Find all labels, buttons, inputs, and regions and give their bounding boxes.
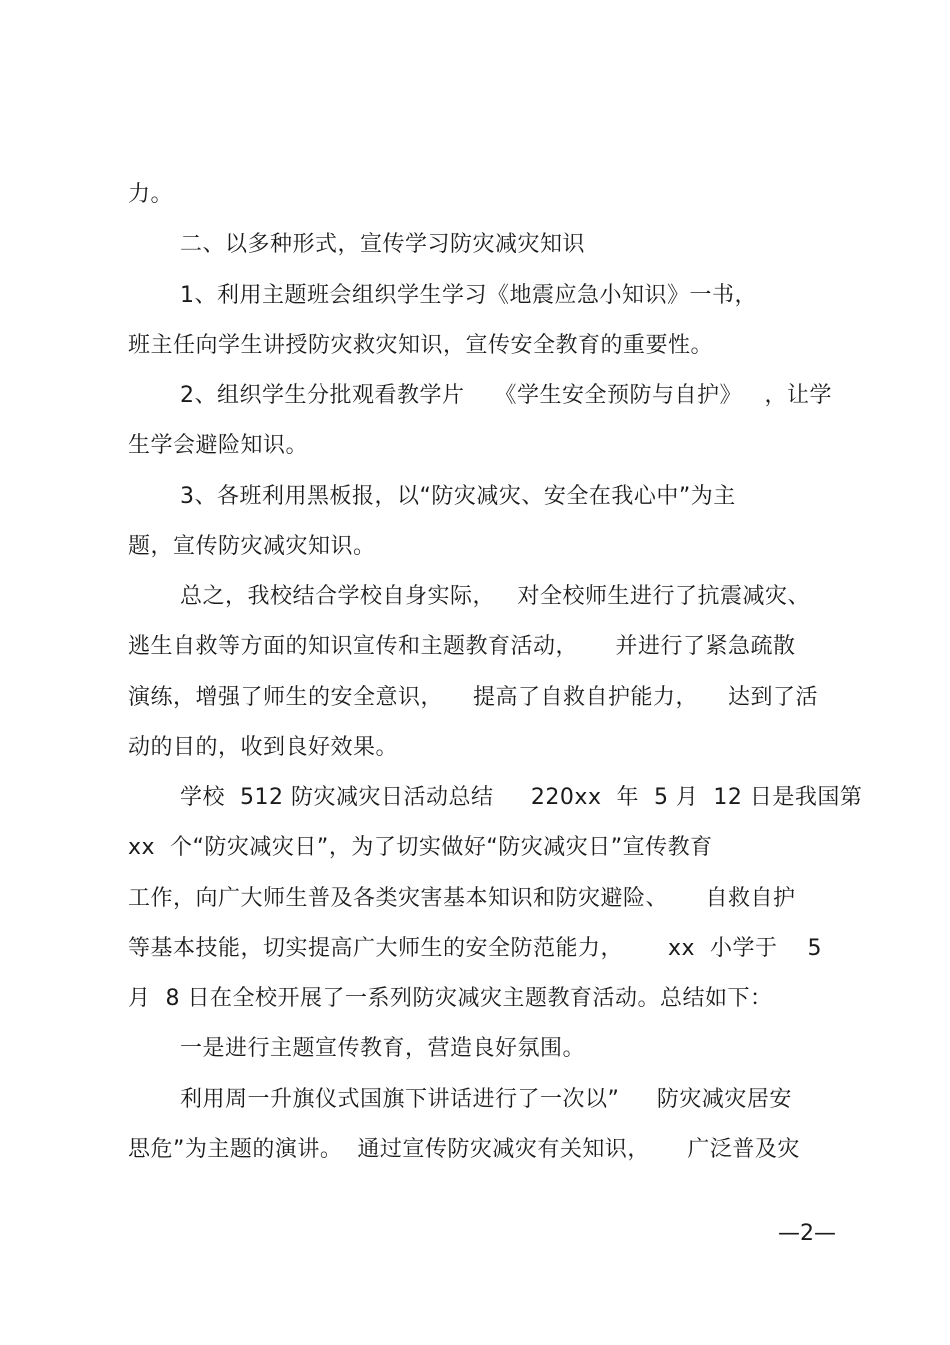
text-line: 力。 bbox=[128, 182, 174, 207]
text-line: 月 8 日在全校开展了一系列防灾减灾主题教育活动。总结如下： bbox=[128, 986, 773, 1011]
text-line: 思危”为主题的演讲。 通过宣传防灾减灾有关知识， 广泛普及灾 bbox=[128, 1137, 800, 1162]
text-line: xx 个“防灾减灾日”，为了切实做好“防灾减灾日”宣传教育 bbox=[128, 835, 713, 860]
text-line: 逃生自救等方面的知识宣传和主题教育活动， 并进行了紧急疏散 bbox=[128, 634, 796, 659]
text-line: 等基本技能，切实提高广大师生的安全防范能力， xx 小学于 5 bbox=[128, 936, 822, 961]
text-line: 生学会避险知识。 bbox=[128, 433, 309, 458]
text-line: 学校 512 防灾减灾日活动总结 220xx 年 5 月 12 日是我国第 bbox=[180, 785, 863, 810]
text-line: 班主任向学生讲授防灾救灾知识，宣传安全教育的重要性。 bbox=[128, 333, 714, 358]
page-number: —2— bbox=[778, 1221, 836, 1246]
text-line: 1、利用主题班会组织学生学习《地震应急小知识》一书， bbox=[180, 283, 757, 308]
text-line: 利用周一升旗仪式国旗下讲话进行了一次以” 防灾减灾居安 bbox=[180, 1087, 792, 1112]
text-line: 工作，向广大师生普及各类灾害基本知识和防灾避险、 自救自护 bbox=[128, 886, 796, 911]
text-line: 3、各班利用黑板报，以“防灾减灾、安全在我心中”为主 bbox=[180, 484, 736, 509]
text-line: 一是进行主题宣传教育，营造良好氛围。 bbox=[180, 1036, 586, 1061]
text-line: 动的目的，收到良好效果。 bbox=[128, 735, 399, 760]
section-heading: 二、以多种形式，宣传学习防灾减灾知识 bbox=[180, 232, 586, 257]
text-line: 题，宣传防灾减灾知识。 bbox=[128, 534, 376, 559]
text-line: 演练，增强了师生的安全意识， 提高了自救自护能力， 达到了活 bbox=[128, 685, 818, 710]
text-line: 总之，我校结合学校自身实际， 对全校师生进行了抗震减灾、 bbox=[180, 584, 810, 609]
text-line: 2、组织学生分批观看教学片 《学生安全预防与自护》 ，让学 bbox=[180, 383, 832, 408]
